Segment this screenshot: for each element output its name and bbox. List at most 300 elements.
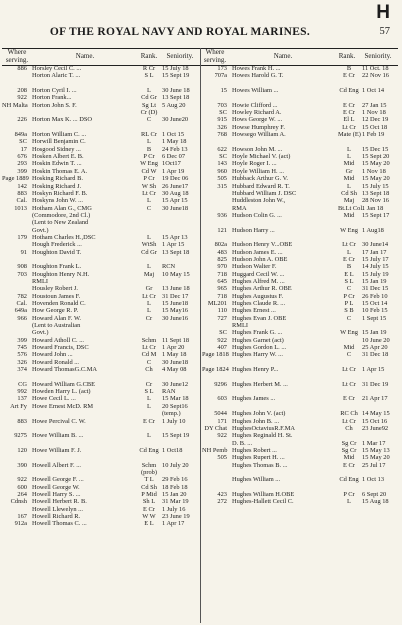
rank: C bbox=[146, 116, 152, 124]
rank bbox=[138, 373, 160, 380]
list-item bbox=[202, 102, 400, 109]
left-column bbox=[2, 65, 200, 623]
where-serving: 171 bbox=[217, 417, 227, 425]
rank: Cr (D) bbox=[140, 109, 158, 117]
rank: Cd Sh bbox=[141, 483, 157, 491]
officer-name: Hughes Rupert H. ... bbox=[232, 454, 285, 462]
where-serving bbox=[2, 322, 32, 329]
officer-name: Hughes Garnet (act) bbox=[232, 336, 284, 344]
rank bbox=[338, 469, 360, 476]
seniority: 15 June18 bbox=[162, 300, 189, 307]
seniority: 13 Sept 18 bbox=[362, 189, 390, 197]
list-item bbox=[202, 388, 400, 395]
where-serving bbox=[202, 322, 232, 329]
where-serving: 922 bbox=[17, 476, 27, 484]
officer-name: Hubbard Edward R. T. bbox=[232, 182, 290, 190]
seniority bbox=[160, 373, 202, 380]
officer-name: Hudson John A. OBE bbox=[232, 255, 288, 263]
rank: Lt Cr bbox=[342, 366, 356, 374]
list-item bbox=[202, 307, 400, 314]
list-item bbox=[202, 197, 400, 204]
officer-name bbox=[232, 403, 338, 410]
where-serving: SC bbox=[19, 138, 27, 146]
seniority: 1 Oct18 bbox=[162, 446, 183, 454]
where-serving bbox=[2, 278, 32, 285]
rank bbox=[138, 425, 160, 432]
list-item bbox=[2, 315, 200, 322]
list-item bbox=[2, 373, 200, 380]
seniority bbox=[160, 322, 202, 329]
officer-name: Howe Cecil L. ... bbox=[32, 395, 76, 403]
where-serving: 622 bbox=[217, 145, 227, 153]
seniority: 1 Mar 17 bbox=[362, 439, 386, 447]
officer-name: Hoskyns John W. ... bbox=[32, 197, 83, 205]
seniority: 31 Mar 19 bbox=[162, 498, 189, 506]
seniority: 1 Oct 14 bbox=[362, 87, 385, 95]
where-serving: 143 bbox=[217, 160, 227, 168]
rank: W Eng bbox=[340, 226, 358, 234]
where-serving: 782 bbox=[17, 292, 27, 300]
rank: Gr bbox=[145, 285, 153, 293]
officer-name bbox=[232, 484, 338, 491]
officer-name: Howell Llewelyn ... bbox=[32, 505, 83, 513]
list-item bbox=[2, 153, 200, 160]
seniority: 15 Sept 17 bbox=[362, 211, 390, 219]
rank: Lt Cr bbox=[342, 241, 356, 249]
where-serving bbox=[2, 454, 32, 461]
list-item bbox=[2, 124, 200, 131]
list-item bbox=[2, 160, 200, 167]
list-item bbox=[2, 506, 200, 513]
officer-name: How George R. P. bbox=[32, 307, 79, 315]
rank: Lt Cr bbox=[142, 292, 156, 300]
officer-name: Hoyle Roger I. ... bbox=[232, 160, 277, 168]
officer-name: Howard ThomasG.C.MA bbox=[32, 366, 98, 374]
where-serving: 603 bbox=[217, 395, 227, 403]
rank: L bbox=[147, 87, 151, 95]
seniority: 13 Sept 18 bbox=[162, 248, 190, 256]
where-serving bbox=[2, 469, 32, 476]
list-item bbox=[2, 484, 200, 491]
rank: W Eng bbox=[340, 329, 358, 337]
officer-name: Howie Clifford ... bbox=[232, 101, 278, 109]
page-number: 57 bbox=[379, 26, 390, 37]
rank bbox=[338, 219, 360, 226]
rank: Cd Eng bbox=[339, 476, 359, 484]
rank: B bbox=[146, 145, 152, 153]
where-serving: 970 bbox=[217, 263, 227, 271]
rank: Cd W bbox=[141, 167, 157, 175]
rank: Gr bbox=[345, 167, 353, 175]
officer-name bbox=[232, 219, 338, 226]
seniority bbox=[360, 322, 402, 329]
rank bbox=[338, 234, 360, 241]
where-serving bbox=[2, 241, 32, 248]
where-serving: DY Chat bbox=[204, 424, 227, 432]
seniority: 1 Feb 19 bbox=[362, 131, 385, 139]
officer-name: Hudson Colin G. ... bbox=[232, 211, 282, 219]
seniority: 1 Apr 20 bbox=[162, 344, 185, 352]
seniority: 31 Dec 18 bbox=[362, 351, 389, 359]
seniority: 10 Feb 15 bbox=[362, 307, 388, 315]
officer-name: Hoyle William H. ... bbox=[232, 167, 284, 175]
list-item bbox=[2, 447, 200, 454]
rank: P L bbox=[344, 300, 354, 307]
rank: Sh L bbox=[142, 498, 156, 506]
where-serving: 727 bbox=[217, 314, 227, 322]
list-item bbox=[202, 190, 400, 197]
officer-name bbox=[232, 469, 338, 476]
rank: C bbox=[146, 358, 152, 366]
rank: Mid bbox=[343, 211, 355, 219]
where-serving: 883 bbox=[17, 189, 27, 197]
list-item bbox=[202, 322, 400, 329]
list-item bbox=[202, 183, 400, 190]
column-name: Name. bbox=[75, 52, 95, 60]
rank: E L bbox=[344, 270, 354, 278]
where-serving: 912a bbox=[14, 520, 27, 528]
where-serving bbox=[2, 227, 32, 234]
list-item bbox=[2, 425, 200, 432]
where-serving: 600 bbox=[17, 483, 27, 491]
seniority: 6 Sept 20 bbox=[362, 490, 387, 498]
where-serving bbox=[202, 234, 232, 241]
seniority: 15 July 15 bbox=[362, 182, 389, 190]
where-serving: 645 bbox=[217, 277, 227, 285]
seniority: 1 Apr 17 bbox=[162, 520, 185, 528]
list-item bbox=[202, 315, 400, 322]
officer-name bbox=[232, 388, 338, 395]
seniority: 21 Apr 17 bbox=[362, 395, 388, 403]
seniority: 23 June92 bbox=[362, 424, 389, 432]
seniority: 15 Apr 13 bbox=[162, 233, 188, 241]
where-serving: SC bbox=[219, 109, 227, 117]
list-item bbox=[202, 351, 400, 358]
seniority: 1 Apr 15 bbox=[162, 241, 185, 249]
where-serving: Cdnsh bbox=[10, 498, 27, 506]
where-serving bbox=[202, 462, 232, 469]
seniority bbox=[160, 440, 202, 447]
seniority: 19 Dec 06 bbox=[162, 175, 189, 183]
list-item bbox=[2, 498, 200, 505]
rank: L bbox=[147, 432, 151, 440]
officer-name: Hughes Claude R. ... bbox=[232, 300, 286, 307]
seniority: 23 June 19 bbox=[162, 512, 190, 520]
where-serving bbox=[202, 440, 232, 447]
list-item bbox=[202, 285, 400, 292]
officer-name bbox=[32, 109, 138, 116]
seniority: 1 Nov 18 bbox=[362, 109, 386, 117]
rank: L bbox=[347, 153, 351, 161]
officer-name: Howes Harold G. T. bbox=[232, 72, 284, 80]
list-item bbox=[202, 432, 400, 439]
where-serving: 272 bbox=[217, 498, 227, 506]
seniority: 30 June16 bbox=[162, 314, 189, 322]
list-item bbox=[202, 94, 400, 101]
officer-name: Howell Richard R. bbox=[32, 512, 81, 520]
officer-name: Hows George W. ... bbox=[232, 116, 283, 124]
where-serving: 825 bbox=[217, 255, 227, 263]
list-item bbox=[202, 138, 400, 145]
where-serving: 886 bbox=[17, 65, 27, 72]
rank: Ch bbox=[345, 424, 353, 432]
officer-name: (Lent to New Zealand bbox=[32, 219, 89, 227]
seniority: 30 June20 bbox=[162, 116, 189, 124]
where-serving bbox=[2, 109, 32, 116]
seniority: (temp.) bbox=[162, 410, 181, 418]
officer-name bbox=[32, 454, 138, 461]
where-serving: 374 bbox=[17, 366, 27, 374]
rank: L bbox=[147, 300, 151, 307]
seniority: 27 Jan 15 bbox=[362, 101, 387, 109]
officer-name: Howell Herbert R. B. bbox=[32, 498, 87, 506]
where-serving bbox=[2, 440, 32, 447]
seniority: 20 Sept16 bbox=[162, 402, 188, 410]
officer-name bbox=[32, 80, 138, 87]
seniority bbox=[160, 219, 202, 226]
seniority: 1 Apr 15 bbox=[362, 366, 385, 374]
officer-name: Hughes Robert ... bbox=[232, 446, 277, 454]
list-item bbox=[2, 462, 200, 469]
officer-name: Howell Thomas C. ... bbox=[32, 520, 87, 528]
seniority: 10 May 15 bbox=[162, 270, 190, 278]
officer-name: Hughes James ... bbox=[232, 395, 276, 403]
list-item bbox=[202, 359, 400, 366]
seniority bbox=[360, 469, 402, 476]
seniority: 15 May 20 bbox=[362, 454, 390, 462]
officer-name: Horwill Benjamin C. bbox=[32, 138, 86, 146]
list-item bbox=[202, 484, 400, 491]
seniority bbox=[160, 454, 202, 461]
where-serving bbox=[2, 212, 32, 219]
seniority: 15 Dec 15 bbox=[362, 145, 389, 153]
where-serving: 173 bbox=[217, 65, 227, 72]
rank: S L bbox=[144, 388, 154, 396]
officer-name: Howe William F. J. bbox=[32, 446, 82, 454]
list-item bbox=[202, 175, 400, 182]
index-letter: H bbox=[376, 2, 390, 23]
seniority: 1 Oct 13 bbox=[362, 476, 385, 484]
list-item bbox=[202, 212, 400, 219]
where-serving: SC bbox=[219, 329, 227, 337]
column-where: Where serving. bbox=[5, 48, 29, 64]
seniority bbox=[360, 219, 402, 226]
where-serving bbox=[202, 190, 232, 197]
rank: Cd Gr bbox=[141, 94, 157, 102]
list-item bbox=[202, 469, 400, 476]
list-item bbox=[2, 293, 200, 300]
list-item bbox=[2, 300, 200, 307]
list-item bbox=[202, 278, 400, 285]
seniority: 15 Jan 20 bbox=[162, 490, 187, 498]
seniority: 22 Nov 16 bbox=[362, 72, 389, 80]
seniority bbox=[360, 484, 402, 491]
right-column bbox=[202, 65, 400, 623]
where-serving: 718 bbox=[217, 270, 227, 278]
list-item bbox=[202, 373, 400, 380]
rank: E Cr bbox=[343, 461, 355, 469]
list-item bbox=[2, 197, 200, 204]
officer-name bbox=[32, 440, 138, 447]
list-item bbox=[2, 138, 200, 145]
rank: E L bbox=[144, 520, 154, 528]
rank: E Cr bbox=[143, 417, 155, 425]
rank: S L bbox=[144, 72, 154, 80]
officer-name bbox=[232, 138, 338, 145]
rank: W Sh bbox=[141, 182, 157, 190]
seniority: 30 June 18 bbox=[162, 87, 190, 95]
where-serving: 915 bbox=[217, 116, 227, 124]
where-serving: 718 bbox=[217, 292, 227, 300]
officer-name: Hubbard William J. DSC bbox=[232, 189, 297, 197]
officer-name: Howell Albert F. ... bbox=[32, 461, 82, 469]
list-item bbox=[2, 219, 200, 226]
seniority: 28 Nov 16 bbox=[362, 197, 389, 205]
rank: P Cr bbox=[143, 175, 155, 183]
officer-name: Howson John M. ... bbox=[232, 145, 283, 153]
list-item bbox=[2, 234, 200, 241]
list-item bbox=[202, 447, 400, 454]
list-item bbox=[202, 131, 400, 138]
where-serving: 5044 bbox=[214, 410, 227, 418]
rank bbox=[138, 278, 160, 285]
officer-name: Horton John S. F. bbox=[32, 101, 77, 109]
seniority: 15 Jan 19 bbox=[362, 277, 387, 285]
officer-name: Hubback Arthur G. V. bbox=[232, 175, 289, 183]
seniority: 12 Dec 19 bbox=[362, 116, 389, 124]
list-item bbox=[2, 285, 200, 292]
officer-name: Govt.) bbox=[32, 226, 49, 234]
seniority bbox=[160, 278, 202, 285]
officer-name: Howard John ... bbox=[32, 351, 73, 359]
seniority: 14 May 15 bbox=[362, 410, 390, 418]
where-serving: NH Pemb bbox=[202, 446, 228, 454]
list-item bbox=[2, 337, 200, 344]
list-item bbox=[2, 520, 200, 527]
rank: L bbox=[147, 307, 151, 315]
officer-name: Hughes Herbert M. ... bbox=[232, 380, 288, 388]
column-rank: Rank. bbox=[140, 52, 158, 60]
officer-name: Hughes Ernest ... bbox=[232, 307, 276, 315]
seniority bbox=[360, 234, 402, 241]
officer-name bbox=[232, 359, 338, 366]
where-serving bbox=[202, 219, 232, 226]
rank bbox=[338, 432, 360, 439]
seniority: 15 May 20 bbox=[362, 160, 390, 168]
seniority: 11 Oct. 18 bbox=[362, 65, 389, 72]
rank: E Cr bbox=[343, 109, 355, 117]
seniority: 15 Sept 20 bbox=[362, 153, 390, 161]
list-item bbox=[202, 146, 400, 153]
list-item bbox=[2, 65, 200, 72]
list-item bbox=[202, 366, 400, 373]
column-seniority: Seniority. bbox=[364, 52, 392, 60]
seniority: 15 Oct 16 bbox=[362, 417, 388, 425]
rank: W Eng bbox=[140, 160, 158, 168]
seniority bbox=[360, 94, 402, 101]
list-item bbox=[2, 440, 200, 447]
list-item bbox=[2, 381, 200, 388]
where-serving bbox=[202, 197, 232, 204]
where-serving: 960 bbox=[217, 167, 227, 175]
rank: Cr bbox=[145, 380, 153, 388]
rank: Lt Cr bbox=[342, 380, 356, 388]
list-item bbox=[2, 366, 200, 373]
list-item bbox=[2, 388, 200, 395]
seniority bbox=[360, 432, 402, 439]
where-serving: 676 bbox=[17, 153, 27, 161]
rank: Sg Cr bbox=[341, 439, 357, 447]
officer-name: Govt.) bbox=[32, 329, 49, 337]
list-item bbox=[2, 109, 200, 116]
seniority: 1 Oct 15 bbox=[162, 131, 185, 139]
rank: L bbox=[147, 197, 151, 205]
where-serving: 208 bbox=[17, 87, 27, 95]
list-item bbox=[2, 131, 200, 138]
where-serving: 91 bbox=[20, 248, 27, 256]
where-serving: Page 1824 bbox=[202, 366, 229, 374]
seniority: 31 Dec 17 bbox=[162, 292, 189, 300]
officer-name: Houghton Frank L. bbox=[32, 263, 82, 271]
where-serving: 121 bbox=[217, 226, 227, 234]
where-serving bbox=[202, 373, 232, 380]
list-item bbox=[2, 175, 200, 182]
officer-name: Howard Alan F. W. bbox=[32, 314, 82, 322]
column-seniority: Seniority. bbox=[166, 52, 194, 60]
officer-name: Howell George F. ... bbox=[32, 476, 84, 484]
where-serving: 142 bbox=[17, 182, 27, 190]
list-item bbox=[202, 234, 400, 241]
rank: E Cr bbox=[343, 101, 355, 109]
seniority: 24 Feb 13 bbox=[162, 145, 188, 153]
list-item bbox=[2, 102, 200, 109]
seniority bbox=[160, 329, 202, 336]
seniority: 30 June14 bbox=[362, 241, 389, 249]
rank: Sg Cr bbox=[341, 446, 357, 454]
officer-name bbox=[32, 469, 138, 476]
officer-name: Houstoun James F. bbox=[32, 292, 81, 300]
where-serving: 407 bbox=[217, 344, 227, 352]
where-serving bbox=[202, 359, 232, 366]
where-serving: 707a bbox=[214, 72, 227, 80]
list-item bbox=[2, 94, 200, 101]
where-serving: Page 1889 bbox=[2, 175, 29, 183]
seniority bbox=[360, 373, 402, 380]
seniority bbox=[360, 80, 402, 87]
list-item bbox=[2, 491, 200, 498]
list-item bbox=[202, 410, 400, 417]
officer-name: Howe Ernest McD. RM bbox=[32, 402, 94, 410]
officer-name: Hughes Augustus F. bbox=[232, 292, 284, 300]
list-item bbox=[202, 381, 400, 388]
seniority: 31 Dec 19 bbox=[362, 380, 389, 388]
where-serving: 399 bbox=[17, 167, 27, 175]
officer-name: Hughes Gordon L. ... bbox=[232, 344, 287, 352]
officer-name bbox=[32, 256, 138, 263]
rank: L bbox=[147, 263, 151, 271]
list-item bbox=[202, 241, 400, 248]
officer-name: Hovenden Ronald C. bbox=[32, 300, 86, 307]
rank: Mate (E) bbox=[338, 131, 361, 139]
officer-name: Howard Ronald ... bbox=[32, 358, 80, 366]
seniority: 15 Oct 14 bbox=[362, 300, 388, 307]
officer-name bbox=[32, 373, 138, 380]
seniority: 1 Jan 18 bbox=[362, 204, 384, 212]
officer-name bbox=[232, 373, 338, 380]
seniority: 15 Aug 18 bbox=[362, 498, 389, 506]
seniority: 15 Oct 18 bbox=[362, 123, 388, 131]
column-name: Name. bbox=[273, 52, 293, 60]
